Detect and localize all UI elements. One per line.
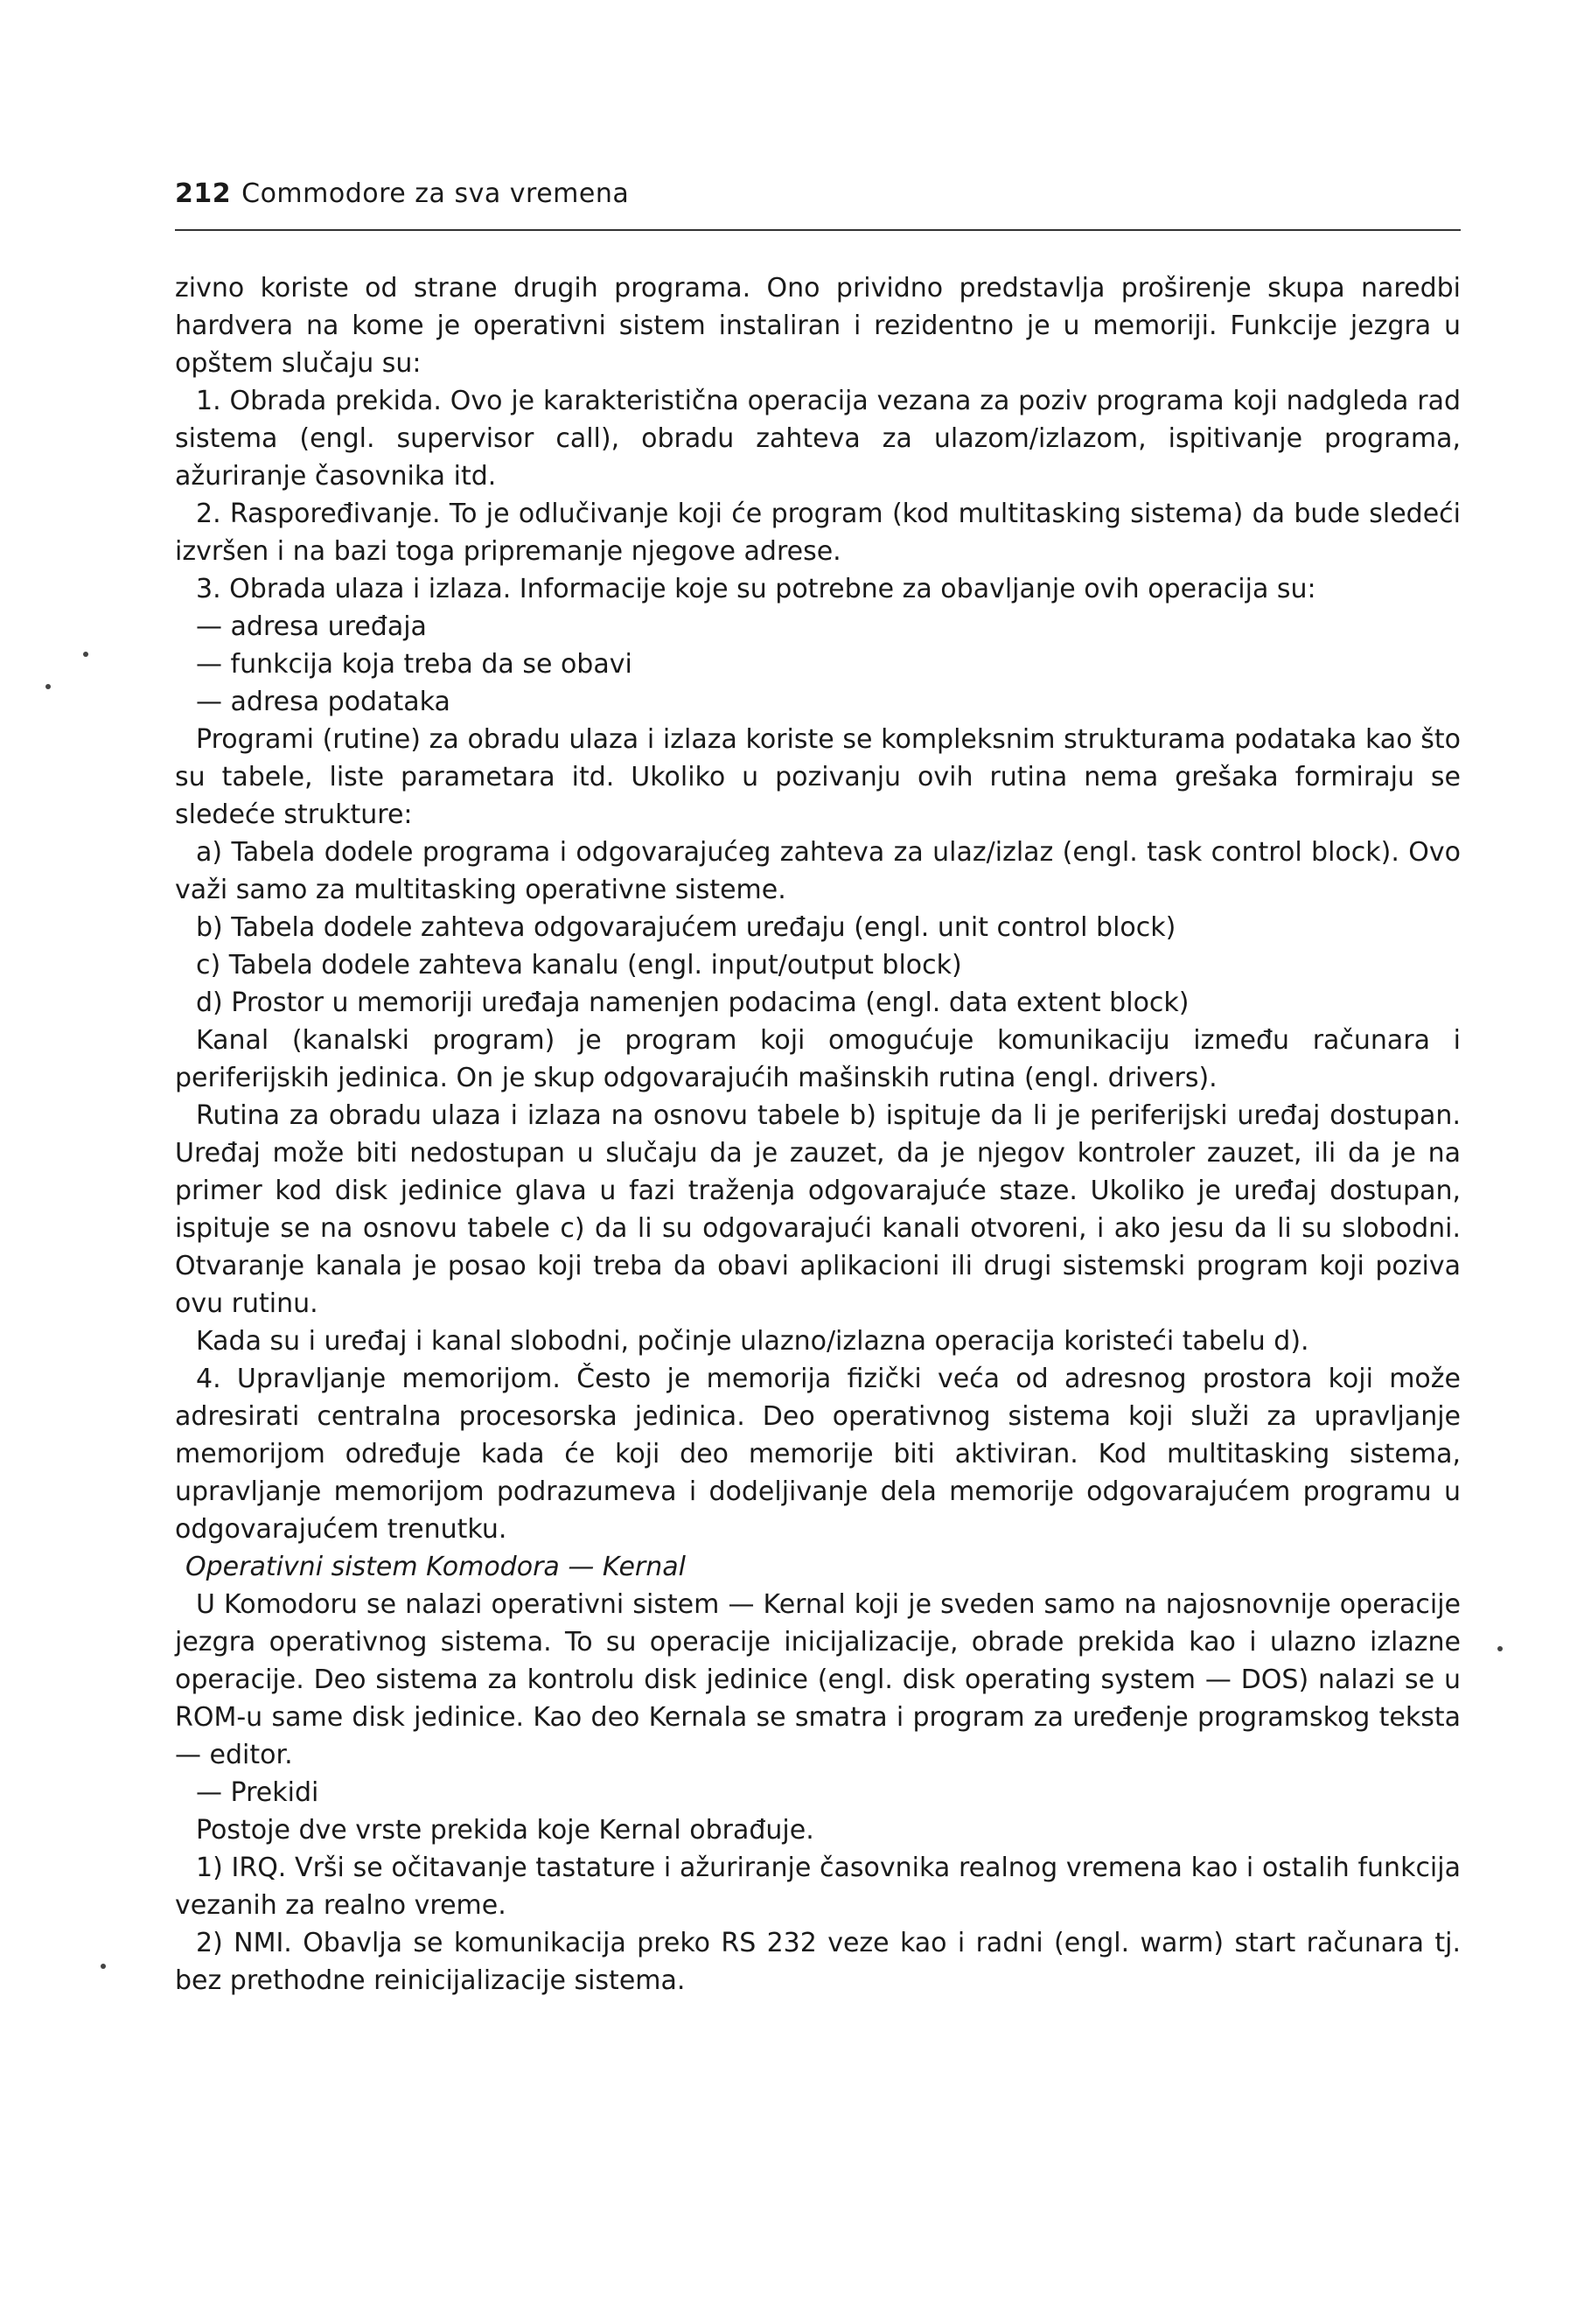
paragraph: c) Tabela dodele zahteva kanalu (engl. input/output block) <box>196 950 962 981</box>
paragraph: 3. Obrada ulaza i izlaza. Informacije koje su potrebne za obavljanje ovih operacija su: <box>196 574 1316 604</box>
paragraph: zivno koriste od strane drugih programa. Ono prividno predstavlja proširenje skupa naredbi hardvera na kome je operativni sistem instaliran i rezidentno je u memoriji. Funkcije jezgra u opštem slučaju su: <box>175 273 1461 379</box>
paragraph: b) Tabela dodele zahteva odgovarajućem uređaju (engl. unit control block) <box>196 912 1176 943</box>
paragraph: Kanal (kanalski program) je program koji omogućuje komunikaciju između računara i periferijskih jedinica. On je skup odgovarajućih mašinskih rutina (engl. drivers). <box>175 1025 1461 1093</box>
list-item: — adresa uređaja <box>196 611 427 642</box>
paragraph: 2. Raspoređivanje. To je odlučivanje koji će program (kod multitasking sistema) da bude sledeći izvršen i na bazi toga pripremanje njegove adrese. <box>175 499 1461 567</box>
paragraph: 1. Obrada prekida. Ovo je karakteristična operacija vezana za poziv programa koji nadgleda rad sistema (engl. supervisor call), obradu zahteva za ulazom/izlazom, ispitivanje programa, ažuriranje časovnika itd. <box>175 386 1461 492</box>
paragraph: Rutina za obradu ulaza i izlaza na osnovu tabele b) ispituje da li je periferijski uređaj dostupan. Uređaj može biti nedostupan u slučaju da je zauzet, da je njegov kontroler zauzet, ili da je na primer kod disk jedinice glava u fazi traženja odgovarajuće staze. Ukoliko je uređaj dostupan, ispituje se na osnovu tabele c) da li su odgovarajući kanali otvoreni, i ako jesu da li su slobodni. Otvaranje kanala je posao koji treba da obavi aplikacioni ili drugi sistemski program koji poziva ovu rutinu. <box>175 1100 1461 1319</box>
body-text <box>175 269 1461 1999</box>
paragraph: 2) NMI. Obavlja se komunikacija preko RS 232 veze kao i radni (engl. warm) start računara tj. bez prethodne reinicijalizacije sistema. <box>175 1928 1461 1996</box>
header-rule <box>175 229 1461 231</box>
paragraph: a) Tabela dodele programa i odgovarajućeg zahteva za ulaz/izlaz (engl. task control block). Ovo važi samo za multitasking operativne sisteme. <box>175 837 1461 905</box>
section-title: Operativni sistem Komodora — Kernal <box>185 1552 686 1582</box>
list-item: — adresa podataka <box>196 687 450 717</box>
scan-speck <box>83 652 88 657</box>
running-title: Commodore za sva vremena <box>241 178 630 209</box>
book-page <box>175 175 1461 1999</box>
scan-speck <box>45 684 51 689</box>
paragraph: 4. Upravljanje memorijom. Često je memorija fizički veća od adresnog prostora koji može adresirati centralna procesorska jedinica. Deo operativnog sistema koji služi za upravljanje memorijom određuje kada će koji deo memorije biti aktiviran. Kod multitasking sistema, upravljanje memorijom podrazumeva i dodeljivanje dela memorije odgovarajućem programu u odgovarajućem trenutku. <box>175 1364 1461 1545</box>
running-header <box>175 175 1461 213</box>
paragraph: Programi (rutine) za obradu ulaza i izlaza koriste se kompleksnim strukturama podataka kao što su tabele, liste parametara itd. Ukoliko u pozivanju ovih rutina nema grešaka formiraju se sledeće strukture: <box>175 724 1461 830</box>
paragraph: d) Prostor u memoriji uređaja namenjen podacima (engl. data extent block) <box>196 988 1190 1018</box>
scan-speck <box>101 1964 106 1969</box>
paragraph: 1) IRQ. Vrši se očitavanje tastature i ažuriranje časovnika realnog vremena kao i ostalih funkcija vezanih za realno vreme. <box>175 1853 1461 1921</box>
page-number: 212 <box>175 178 232 209</box>
paragraph: U Komodoru se nalazi operativni sistem — Kernal koji je sveden samo na najosnovnije operacije jezgra operativnog sistema. To su operacije inicijalizacije, obrade prekida kao i ulazno izlazne operacije. Deo sistema za kontrolu disk jedinice (engl. disk operating system — DOS) nalazi se u ROM-u same disk jedinice. Kao deo Kernala se smatra i program za uređenje programskog teksta — editor. <box>175 1589 1461 1770</box>
scan-speck <box>1497 1646 1503 1651</box>
list-item: — Prekidi <box>196 1777 319 1808</box>
paragraph: Postoje dve vrste prekida koje Kernal obrađuje. <box>196 1815 814 1846</box>
list-item: — funkcija koja treba da se obavi <box>196 649 632 680</box>
paragraph: Kada su i uređaj i kanal slobodni, počinje ulazno/izlazna operacija koristeći tabelu d). <box>196 1326 1309 1357</box>
